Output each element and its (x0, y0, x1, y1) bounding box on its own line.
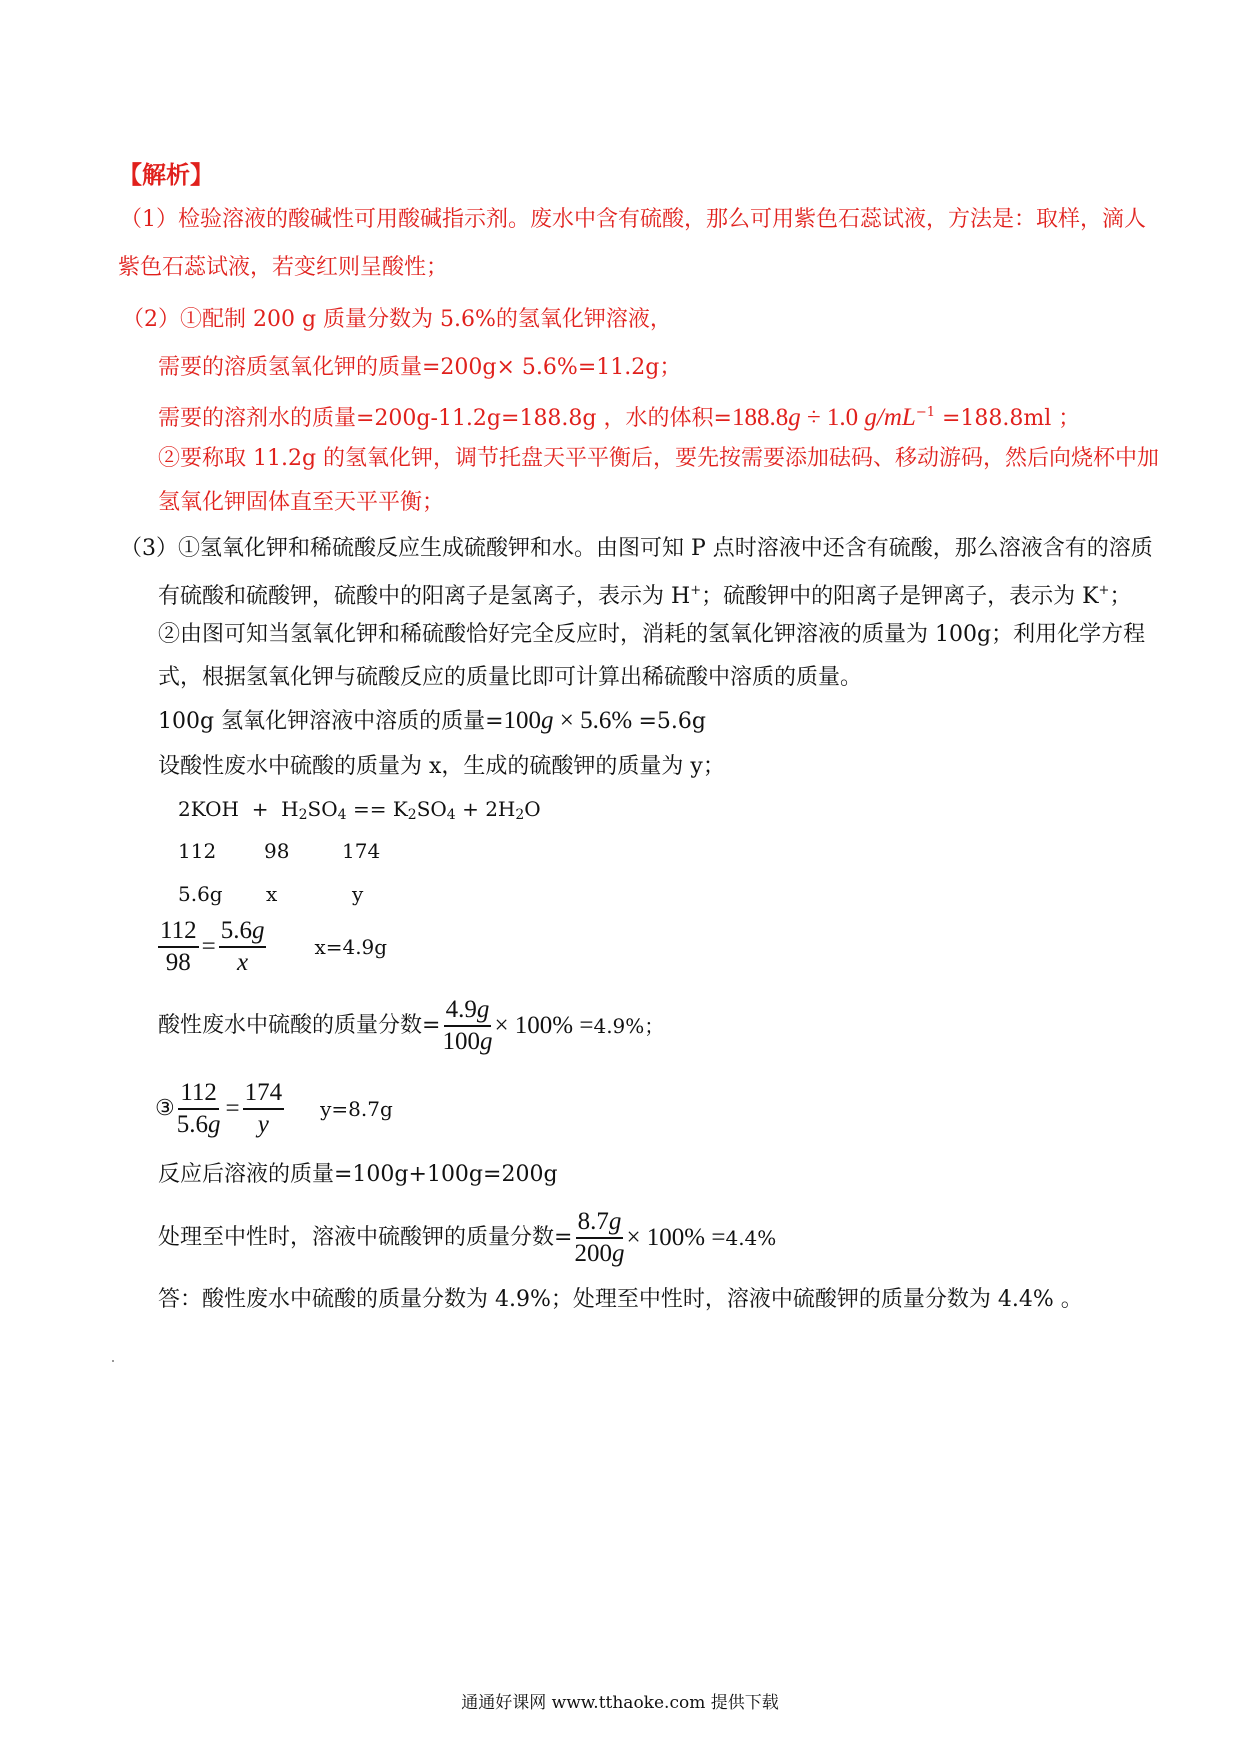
sulfuric-acid-fraction-label: 酸性废水中硫酸的质量分数= (158, 1013, 441, 1038)
relative-mass-98: 98 (264, 839, 290, 863)
ion-k-text: ；硫酸钾中的阳离子是钾离子，表示为 K (701, 584, 1099, 609)
sulfuric-acid-fraction-value: 4.9%； (593, 1014, 665, 1038)
part2-line4: ②要称取 11.2g 的氢氧化钾，调节托盘天平平衡后，要先按需要添加砝码、移动游码，然后向烧杯中加 (158, 446, 1160, 471)
eq-koh: 2KOH (178, 797, 239, 821)
eq-h2so4: $H_2SO_4$ (281, 797, 347, 823)
density-unit: g/mL (864, 404, 916, 431)
potassium-sulfate-fraction-value: 4.4% (725, 1226, 777, 1250)
eq-plus1: + (251, 797, 269, 821)
fraction-5.6g-x: $\frac{5.6g}{x}$ (220, 917, 265, 976)
part3-line1: （3）①氢氧化钾和稀硫酸反应生成硫酸钾和水。由图可知 P 点时溶液中还含有硫酸，那么溶液含有的溶质 (120, 536, 1153, 561)
eq-equals: == (352, 797, 387, 821)
known-mass-x: x (266, 882, 278, 906)
chemical-equation (178, 794, 541, 830)
divide-density: ÷ 1.0 (800, 404, 865, 431)
eq-k2so4: $K_2SO_4$ (392, 797, 456, 823)
proportion-x (158, 916, 387, 978)
solution-mass-line: 反应后溶液的质量=100g+100g=200g (158, 1162, 558, 1187)
section-title: 【解析】 (118, 160, 214, 189)
assumption-line: 设酸性废水中硫酸的质量为 x，生成的硫酸钾的质量为 y； (158, 754, 725, 779)
y-result: y=8.7g (320, 1097, 393, 1121)
ion-h-charge: + (690, 583, 702, 598)
answer-line: 答：酸性废水中硫酸的质量分数为 4.9%；处理至中性时，溶液中硫酸钾的质量分数为 4.4% 。 (158, 1287, 1083, 1312)
known-mass-y: y (352, 882, 364, 906)
stray-dot (112, 1360, 114, 1362)
footer-text: 通通好课网 www.tthaoke.com 提供下载 (461, 1693, 779, 1713)
water-mass-text: 需要的溶剂水的质量=200g-11.2g=188.8g ，水的体积= (158, 406, 732, 431)
solute-mass-line (158, 706, 706, 737)
ion-k-charge: + (1098, 583, 1110, 598)
times-100-percent-2: × 100% = (626, 1224, 726, 1251)
eq-h2o: $2H_2O$ (485, 797, 541, 823)
fraction-112-5.6g: $\frac{112}{5.6g}$ (176, 1079, 221, 1138)
part3-line3: ②由图可知当氢氧化钾和稀硫酸恰好完全反应时，消耗的氢氧化钾溶液的质量为 100g；利用化学方程 (158, 622, 1146, 647)
part2-line2: 需要的溶质氢氧化钾的质量=200g× 5.6%=11.2g； (158, 355, 682, 380)
water-volume-result: =188.8ml ； (935, 406, 1081, 431)
proportion-y-equals: = (225, 1095, 240, 1122)
part2-line5: 氢氧化钾固体直至天平平衡； (158, 490, 445, 515)
x-result: x=4.9g (314, 935, 388, 959)
fraction-4.9g-100g: $\frac{4.9g}{100g}$ (442, 996, 493, 1055)
potassium-sulfate-fraction-label: 处理至中性时，溶液中硫酸钾的质量分数= (158, 1225, 573, 1250)
relative-mass-112: 112 (178, 839, 217, 863)
relative-mass-174: 174 (342, 839, 381, 863)
solute-mass-times: × 5.6% (553, 707, 639, 734)
proportion-y (155, 1078, 393, 1140)
circle-3-marker: ③ (155, 1096, 175, 1121)
water-mass-value: 188.8 (731, 404, 789, 431)
sulfuric-acid-fraction-line (158, 995, 664, 1057)
solute-mass-result: =5.6g (638, 709, 706, 734)
solute-mass-label: 100g 氢氧化钾溶液中溶质的质量= (158, 709, 504, 734)
times-100-percent-1: × 100% = (494, 1012, 594, 1039)
fraction-8.7g-200g: $\frac{8.7g}{200g}$ (574, 1208, 625, 1267)
eq-plus2: + (462, 797, 479, 821)
solute-mass-unit: g (541, 707, 554, 734)
potassium-sulfate-fraction-line (158, 1207, 776, 1269)
part1-line1: （1）检验溶液的酸碱性可用酸碱指示剂。废水中含有硫酸，那么可用紫色石蕊试液，方法是：取样，滴人 (120, 207, 1147, 232)
solute-mass-value: 100 (503, 707, 542, 734)
known-mass-koh: 5.6g (178, 882, 223, 906)
part3-line2 (158, 576, 1131, 612)
water-mass-unit: g (788, 404, 801, 431)
part2-line3 (158, 398, 1080, 434)
fraction-112-98: $\frac{112}{98}$ (160, 917, 197, 976)
density-exponent: −1 (915, 405, 935, 420)
part1-line2: 紫色石蕊试液，若变红则呈酸性； (118, 255, 449, 280)
ion-end: ； (1109, 584, 1132, 609)
proportion-x-equals: = (201, 933, 216, 960)
part3-line4: 式，根据氢氧化钾与硫酸反应的质量比即可计算出稀硫酸中溶质的质量。 (158, 665, 863, 690)
ion-h-text: 有硫酸和硫酸钾，硫酸中的阳离子是氢离子，表示为 H (158, 584, 691, 609)
fraction-174-y: $\frac{174}{y}$ (244, 1079, 283, 1138)
part2-line1: （2）①配制 200 g 质量分数为 5.6%的氢氧化钾溶液， (122, 307, 672, 332)
